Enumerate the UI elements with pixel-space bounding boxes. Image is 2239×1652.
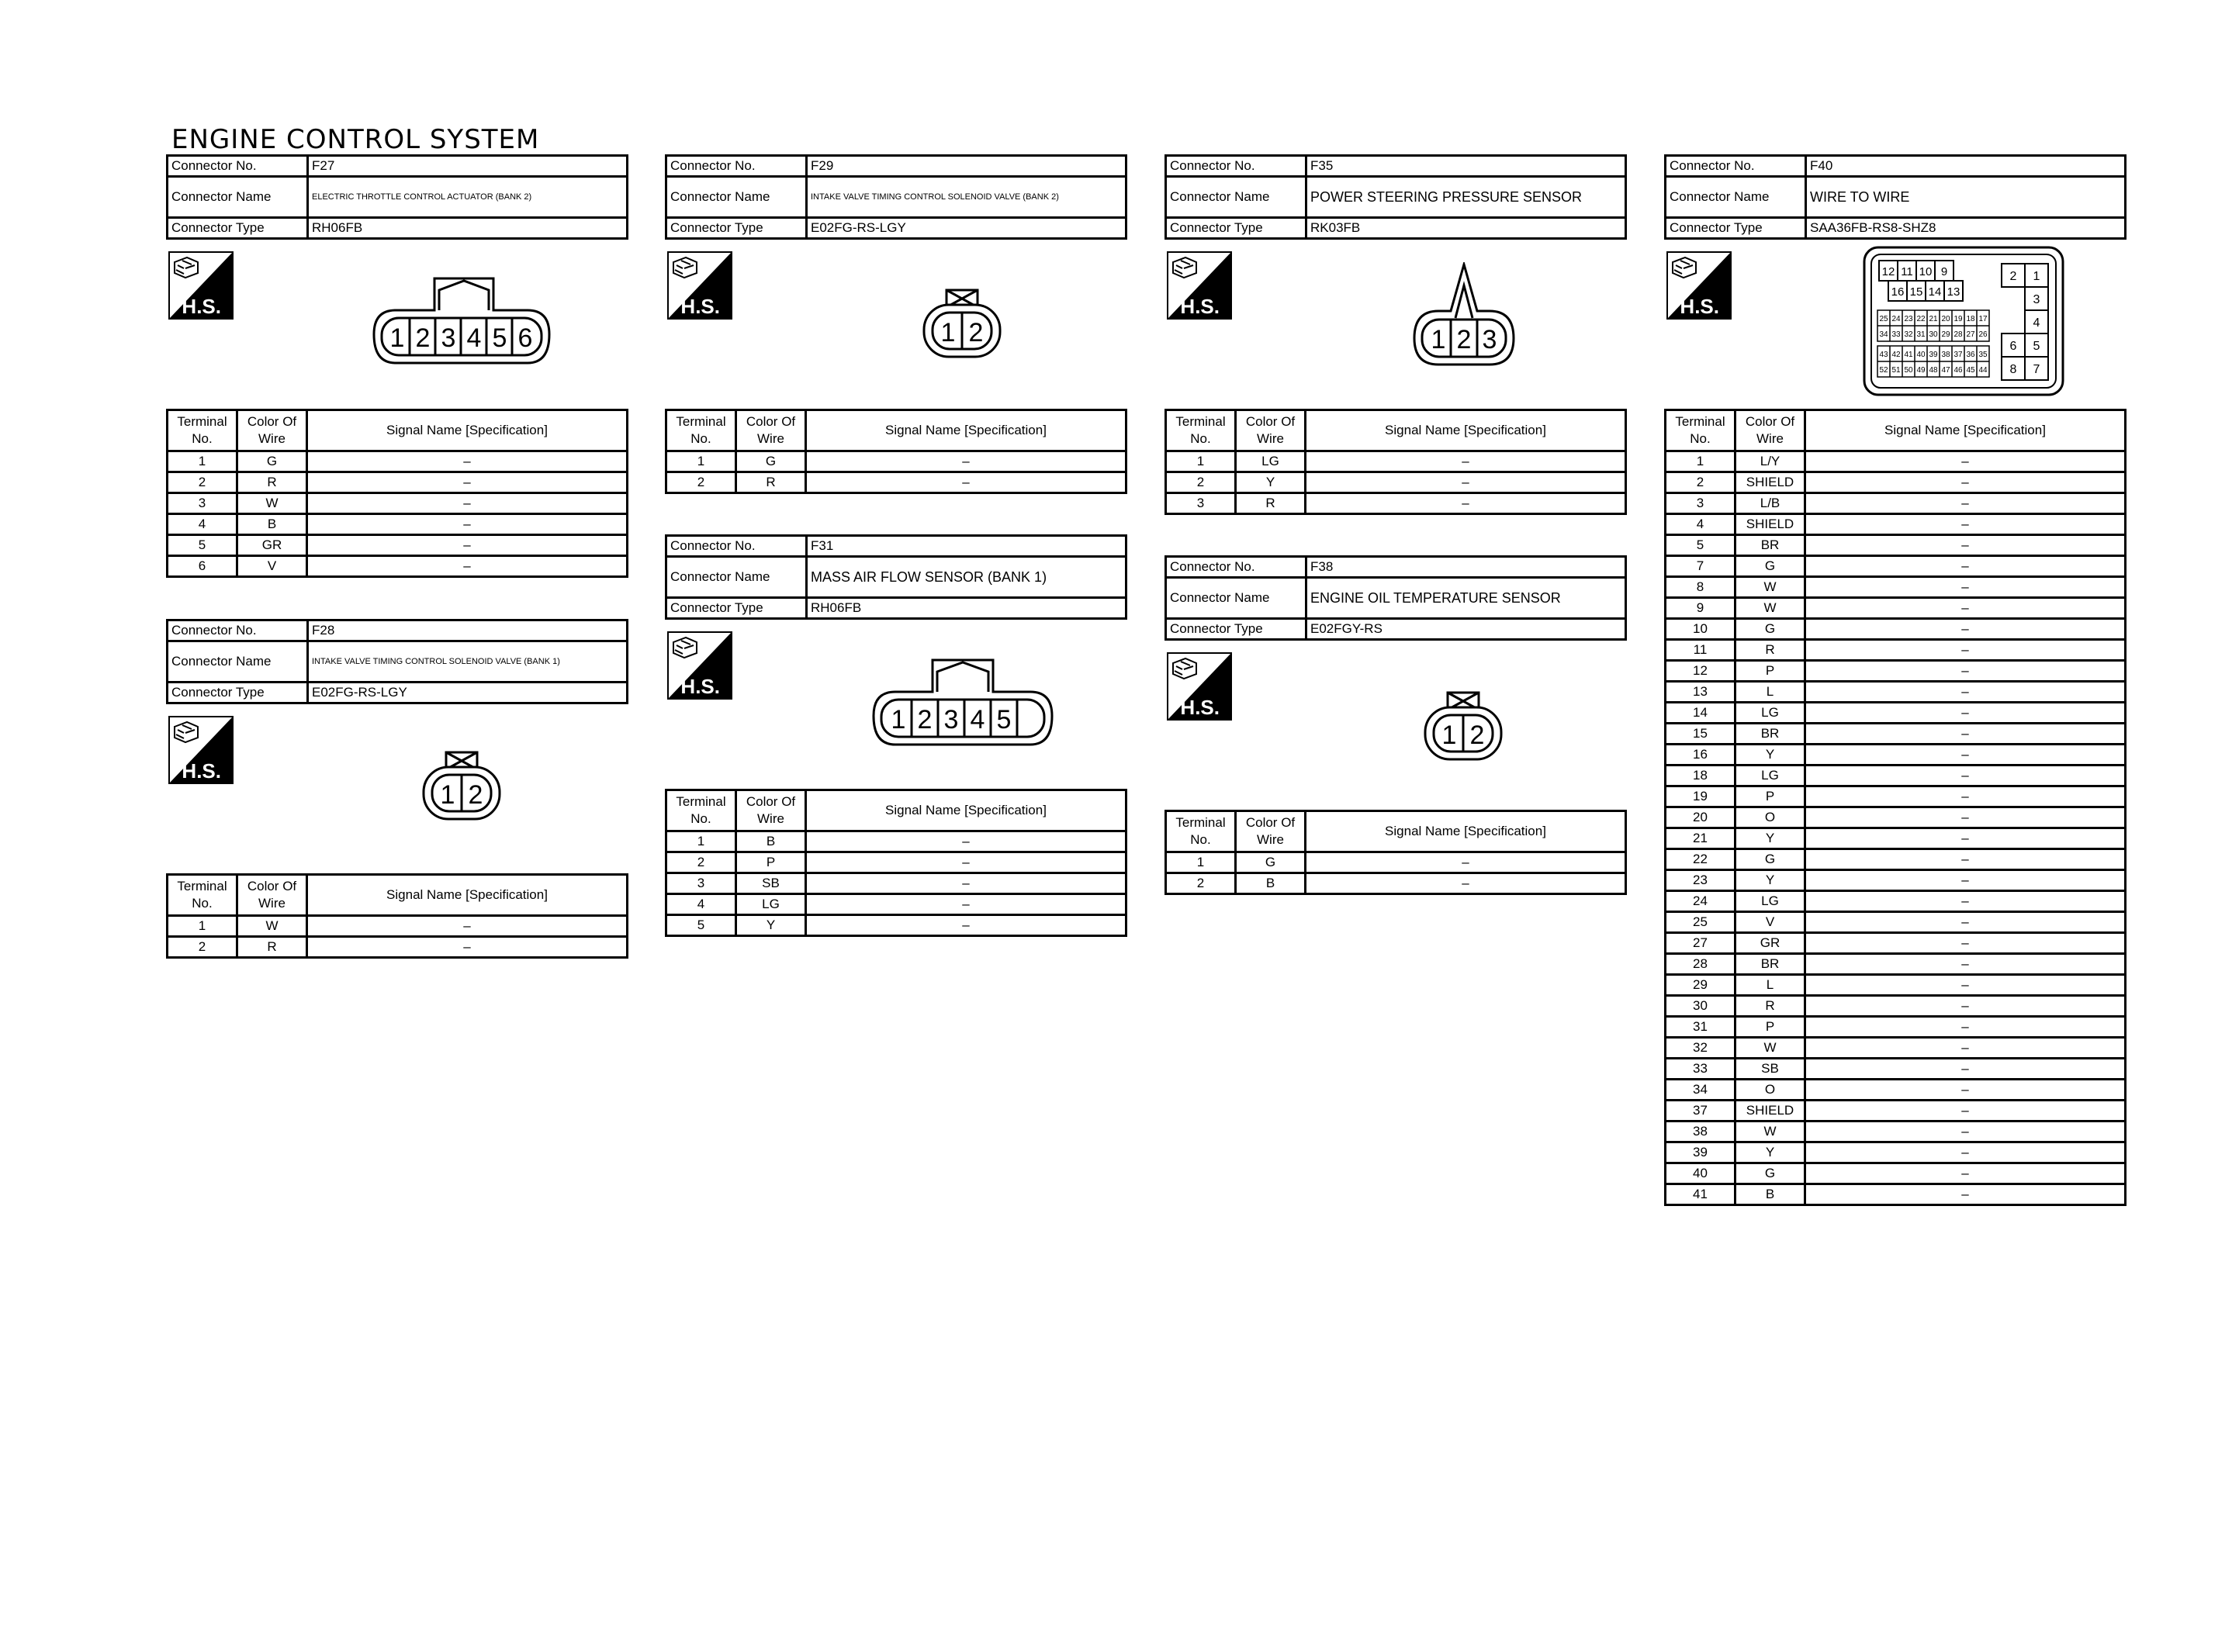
- svg-text:2: 2: [917, 705, 933, 734]
- table-row: 9 W –: [1666, 598, 2126, 619]
- table-row: 27 GR –: [1666, 933, 2126, 954]
- hs-icon: [1167, 251, 1232, 320]
- pin-label: 1: [389, 323, 405, 353]
- svg-text:5: 5: [996, 705, 1012, 734]
- svg-text:1: 1: [891, 705, 906, 734]
- table-row: 4 SHIELD –: [1666, 514, 2126, 535]
- table-row: 2 R –: [168, 472, 628, 493]
- table-row: 34 O –: [1666, 1080, 2126, 1101]
- connector-f40-info: Connector No. F40 Connector Name WIRE TO WIRE Connector Type SAA36FB-RS8-SHZ8: [1664, 154, 2127, 240]
- table-row: 1 G –: [1166, 852, 1626, 873]
- connector-f38-block: [1164, 555, 1627, 641]
- svg-text:22: 22: [1916, 315, 1926, 323]
- table-row: 1 B –: [666, 831, 1126, 852]
- connector-f35-terminal-table: [1164, 409, 1627, 515]
- pin-label: 4: [466, 323, 482, 353]
- label-connector-no: Connector No.: [168, 156, 308, 177]
- svg-text:43: 43: [1879, 351, 1888, 359]
- svg-text:24: 24: [1891, 315, 1901, 323]
- svg-text:25: 25: [1879, 315, 1888, 323]
- pin-label: 3: [441, 323, 456, 353]
- svg-text:27: 27: [1966, 330, 1975, 339]
- svg-text:2: 2: [2009, 270, 2017, 283]
- table-row: 10 G –: [1666, 619, 2126, 640]
- table-row: 20 O –: [1666, 807, 2126, 828]
- svg-text:15: 15: [1909, 285, 1923, 299]
- svg-text:10: 10: [1919, 265, 1933, 278]
- connector-type-value: RH06FB: [308, 218, 628, 239]
- pin-label: 6: [517, 323, 533, 353]
- svg-text:2: 2: [1456, 325, 1472, 354]
- table-row: 39 Y –: [1666, 1142, 2126, 1163]
- table-row: 2 P –: [666, 852, 1126, 873]
- table-row: 4 LG –: [666, 894, 1126, 915]
- svg-text:42: 42: [1891, 351, 1901, 359]
- svg-text:39: 39: [1929, 351, 1938, 359]
- label-connector-type: Connector Type: [168, 218, 308, 239]
- svg-text:1: 1: [1441, 721, 1457, 750]
- connector-f31-block: [665, 534, 1127, 620]
- table-row: 23 Y –: [1666, 870, 2126, 891]
- page-title: ENGINE CONTROL SYSTEM: [171, 124, 540, 155]
- svg-text:1: 1: [440, 780, 455, 810]
- connector-no-value: F27: [308, 156, 628, 177]
- svg-text:8: 8: [2009, 363, 2017, 376]
- table-row: 3 R –: [1166, 493, 1626, 514]
- table-row: 1 W –: [168, 916, 628, 937]
- connector-f28-block: [166, 619, 628, 704]
- table-row: 8 W –: [1666, 577, 2126, 598]
- pin-label: 5: [492, 323, 507, 353]
- svg-text:9: 9: [1940, 265, 1948, 278]
- connector-f35-block: [1164, 154, 1627, 240]
- svg-text:18: 18: [1966, 315, 1975, 323]
- svg-text:7: 7: [2033, 363, 2040, 376]
- header-signal: Signal Name [Specification]: [307, 410, 628, 451]
- svg-text:11: 11: [1901, 265, 1913, 278]
- connector-f40-block: [1664, 154, 2127, 240]
- hs-icon: [1666, 251, 1732, 320]
- svg-text:19: 19: [1954, 315, 1963, 323]
- connector-f29-terminal-table: [665, 409, 1127, 494]
- connector-f38-info: Connector No. F38 Connector Name ENGINE OIL TEMPERATURE SENSOR Connector Type E02FGY-RS: [1164, 555, 1627, 641]
- terminal-table: Terminal No. Color Of Wire Signal Name [Specification] 1 G – 2 B –: [1164, 810, 1627, 895]
- hs-icon: [1167, 652, 1232, 721]
- table-row: 16 Y –: [1666, 745, 2126, 766]
- table-row: 22 G –: [1666, 849, 2126, 870]
- connector-f40-terminal-table: [1664, 409, 2127, 1206]
- svg-text:2: 2: [468, 780, 483, 810]
- connector-f31-info: Connector No. F31 Connector Name MASS AIR FLOW SENSOR (BANK 1) Connector Type RH06FB: [665, 534, 1127, 620]
- svg-text:52: 52: [1879, 366, 1888, 375]
- svg-text:4: 4: [970, 705, 985, 734]
- connector-f31-terminal-table: [665, 789, 1127, 937]
- table-row: 1 G –: [168, 451, 628, 472]
- table-row: 2 R –: [168, 937, 628, 958]
- table-row: 29 L –: [1666, 975, 2126, 996]
- svg-text:50: 50: [1904, 366, 1913, 375]
- table-row: 40 G –: [1666, 1163, 2126, 1184]
- table-row: 41 B –: [1666, 1184, 2126, 1205]
- table-row: 1 L/Y –: [1666, 451, 2126, 472]
- svg-text:51: 51: [1891, 366, 1901, 375]
- svg-text:6: 6: [2009, 340, 2017, 353]
- svg-text:14: 14: [1928, 285, 1942, 299]
- svg-text:17: 17: [1978, 315, 1988, 323]
- terminal-table: [166, 409, 628, 578]
- svg-text:48: 48: [1929, 366, 1938, 375]
- table-row: 31 P –: [1666, 1017, 2126, 1038]
- connector-f27-block: [166, 154, 628, 240]
- svg-text:1: 1: [1431, 325, 1446, 354]
- table-row: 3 W –: [168, 493, 628, 514]
- terminal-table: Terminal No. Color Of Wire Signal Name [Specification] 1 B – 2 P – 3 SB – 4 LG – 5 Y –: [665, 789, 1127, 937]
- hs-icon: [667, 631, 732, 700]
- svg-text:13: 13: [1947, 285, 1960, 299]
- svg-text:12: 12: [1881, 265, 1895, 278]
- svg-text:36: 36: [1966, 351, 1975, 359]
- table-row: 7 G –: [1666, 556, 2126, 577]
- connector-f38-terminal-table: [1164, 810, 1627, 895]
- table-row: 24 LG –: [1666, 891, 2126, 912]
- svg-text:H.S.: H.S.: [182, 759, 221, 783]
- header-terminal: Terminal No.: [168, 410, 237, 451]
- svg-text:21: 21: [1929, 315, 1938, 323]
- svg-text:49: 49: [1916, 366, 1926, 375]
- connector-f28-info: Connector No. F28 Connector Name INTAKE VALVE TIMING CONTROL SOLENOID VALVE (BANK 1) Connector Type E02FG-RS-LGY: [166, 619, 628, 704]
- svg-text:29: 29: [1941, 330, 1950, 339]
- hs-icon: [168, 251, 234, 320]
- table-row: 21 Y –: [1666, 828, 2126, 849]
- svg-text:H.S.: H.S.: [680, 675, 720, 698]
- connector-f35-info: Connector No. F35 Connector Name POWER STEERING PRESSURE SENSOR Connector Type RK03FB: [1164, 154, 1627, 240]
- connector-f29-info: Connector No. F29 Connector Name INTAKE VALVE TIMING CONTROL SOLENOID VALVE (BANK 2) Connector Type E02FG-RS-LGY: [665, 154, 1127, 240]
- svg-text:40: 40: [1916, 351, 1926, 359]
- table-row: 37 SHIELD –: [1666, 1101, 2126, 1121]
- svg-text:3: 3: [943, 705, 959, 734]
- svg-text:37: 37: [1954, 351, 1963, 359]
- svg-text:41: 41: [1904, 351, 1913, 359]
- pin-label: 2: [415, 323, 431, 353]
- svg-text:33: 33: [1891, 330, 1901, 339]
- header-color: Color Of Wire: [237, 410, 307, 451]
- svg-text:20: 20: [1941, 315, 1950, 323]
- table-row: 25 V –: [1666, 912, 2126, 933]
- svg-text:5: 5: [2033, 340, 2040, 353]
- svg-text:38: 38: [1941, 351, 1950, 359]
- table-row: 19 P –: [1666, 786, 2126, 807]
- connector-f27-diagram: [372, 276, 551, 365]
- svg-text:2: 2: [1469, 721, 1485, 750]
- table-row: 30 R –: [1666, 996, 2126, 1017]
- table-row: 5 GR –: [168, 535, 628, 556]
- table-row: 28 BR –: [1666, 954, 2126, 975]
- connector-f27-info: [166, 154, 628, 240]
- table-row: 38 W –: [1666, 1121, 2126, 1142]
- terminal-table: Terminal No. Color Of Wire Signal Name [Specification] 1 G – 2 R –: [665, 409, 1127, 494]
- terminal-table: Terminal No. Color Of Wire Signal Name [Specification] 1 LG – 2 Y – 3 R –: [1164, 409, 1627, 515]
- table-row: 1 G –: [666, 451, 1126, 472]
- table-row: 1 LG –: [1166, 451, 1626, 472]
- connector-f31-diagram: [872, 658, 1054, 747]
- connector-f28-diagram: [421, 750, 502, 821]
- svg-text:1: 1: [2033, 270, 2040, 283]
- table-row: 5 BR –: [1666, 535, 2126, 556]
- svg-text:35: 35: [1978, 351, 1988, 359]
- svg-text:3: 3: [1482, 325, 1497, 354]
- table-row: 3 L/B –: [1666, 493, 2126, 514]
- svg-text:2: 2: [968, 318, 984, 347]
- connector-name-value: ELECTRIC THROTTLE CONTROL ACTUATOR (BANK 2): [308, 177, 628, 218]
- connector-f29-diagram: [922, 288, 1002, 359]
- table-row: 2 Y –: [1166, 472, 1626, 493]
- svg-text:H.S.: H.S.: [1180, 696, 1220, 719]
- svg-text:45: 45: [1966, 366, 1975, 375]
- table-row: 32 W –: [1666, 1038, 2126, 1059]
- table-row: 18 LG –: [1666, 766, 2126, 786]
- svg-text:H.S.: H.S.: [1180, 295, 1220, 318]
- table-row: 2 SHIELD –: [1666, 472, 2126, 493]
- svg-text:44: 44: [1978, 366, 1988, 375]
- svg-text:31: 31: [1916, 330, 1926, 339]
- table-row: 14 LG –: [1666, 703, 2126, 724]
- svg-text:4: 4: [2033, 316, 2040, 330]
- label-connector-name: Connector Name: [168, 177, 308, 218]
- table-row: 12 P –: [1666, 661, 2126, 682]
- hs-text: H.S.: [182, 295, 221, 318]
- svg-text:30: 30: [1929, 330, 1938, 339]
- svg-text:H.S.: H.S.: [1680, 295, 1719, 318]
- table-row: 15 BR –: [1666, 724, 2126, 745]
- table-row: 13 L –: [1666, 682, 2126, 703]
- hs-icon: [168, 716, 234, 784]
- hs-icon: [667, 251, 732, 320]
- table-row: 6 V –: [168, 556, 628, 577]
- table-row: 4 B –: [168, 514, 628, 535]
- table-row: 33 SB –: [1666, 1059, 2126, 1080]
- svg-text:26: 26: [1978, 330, 1988, 339]
- connector-f40-diagram: [1862, 245, 2065, 397]
- table-row: 2 R –: [666, 472, 1126, 493]
- connector-f35-diagram: [1412, 262, 1516, 367]
- svg-text:47: 47: [1941, 366, 1950, 375]
- svg-text:28: 28: [1954, 330, 1963, 339]
- connector-f28-terminal-table: [166, 873, 628, 959]
- table-row: 5 Y –: [666, 915, 1126, 936]
- connector-f38-diagram: [1423, 690, 1504, 762]
- svg-text:23: 23: [1904, 315, 1913, 323]
- table-row: 3 SB –: [666, 873, 1126, 894]
- table-row: 2 B –: [1166, 873, 1626, 894]
- svg-text:1: 1: [940, 318, 956, 347]
- terminal-table: Terminal No. Color Of Wire Signal Name [Specification] 1 L/Y – 2 SHIELD – 3 L/B – 4 SHIELD – 5 BR – 7 G – 8 W – 9 W – 10 G – 11 R – 12 P – 13 L – 14 LG – 15 BR – 16 Y – 18 LG – 19 P – 20 O – 21 Y – 22 G – 23 Y – 24 LG – 25 V – 27 GR – 28 BR – 29 L – 30 R – 31 P – 32 W – 33 SB – 34 O – 37 SHIELD – 38 W – 39 Y – 40 G – 41 B –: [1664, 409, 2127, 1206]
- terminal-table: Terminal No. Color Of Wire Signal Name [Specification] 1 W – 2 R –: [166, 873, 628, 959]
- connector-f29-block: [665, 154, 1127, 240]
- svg-text:34: 34: [1879, 330, 1888, 339]
- connector-f27-terminal-table: [166, 409, 628, 578]
- svg-text:46: 46: [1954, 366, 1963, 375]
- svg-text:3: 3: [2033, 293, 2040, 306]
- svg-text:H.S.: H.S.: [680, 295, 720, 318]
- svg-text:32: 32: [1904, 330, 1913, 339]
- table-row: 11 R –: [1666, 640, 2126, 661]
- svg-text:16: 16: [1891, 285, 1905, 299]
